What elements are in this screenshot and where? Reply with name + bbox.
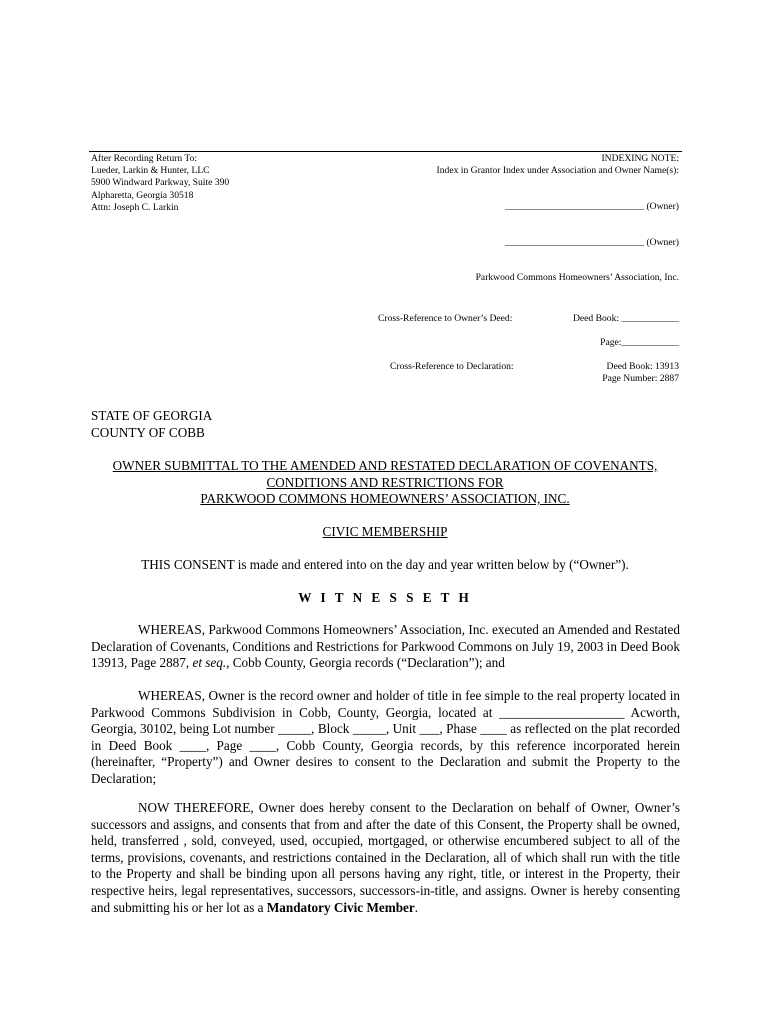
indexing-note-block (437, 153, 679, 177)
witnesseth-heading: W I T N E S S E T H (298, 590, 472, 605)
return-address-block (91, 153, 229, 214)
paragraph-1-tail: , Cobb County, Georgia records (“Declaration”); and (226, 655, 505, 671)
paragraph-3-text: NOW THEREFORE, Owner does hereby consent to the Declaration on behalf of Owner, Owner’s successors and assigns, and consents that from and after the date of this Consent, the Property shall be owned, held, transferred , sold, conveyed, used, occupied, mortgaged, or otherwise encumbered subject to all of the terms, provisions, covenants, and restrictions contained in the Declaration, all of which shall run with the title to the Property and shall be binding upon all persons having any right, title, or interest in the Property, their respective heirs, legal representatives, successors, successors-in-title, and assigns. Owner is hereby consenting and submitting his or her lot as a (91, 800, 680, 915)
title-line-2: CONDITIONS AND RESTRICTIONS FOR (266, 475, 504, 490)
paragraph-whereas-declaration (91, 622, 680, 672)
indexing-note-title: INDEXING NOTE: (601, 153, 679, 164)
paragraph-2-text: WHEREAS, Owner is the record owner and holder of title in fee simple to the real property located in Parkwood Commons Subdivision in Cobb, County, Georgia, located at ___________________ Acworth, Georgia, 30102, being Lot number _____, Block _____, Unit ___, Phase ____ as reflected on the plat recorded in Deed Book ____, Page ____, Cobb County, Georgia records, by this reference incorporated herein (hereinafter, “Property”) and Owner desires to consent to the Declaration and submit the Property to the Declaration; (91, 688, 680, 786)
mandatory-civic-member-label: Mandatory Civic Member (266, 899, 415, 915)
firm-street: 5900 Windward Parkway, Suite 390 (91, 177, 230, 189)
indexing-note-text: Index in Grantor Index under Association and Owner Name(s): (436, 165, 679, 177)
paragraph-1-text: WHEREAS, Parkwood Commons Homeowners’ Association, Inc. executed an Amended and Restated Declaration of Covenants, Conditions and Restrictions for Parkwood Commons on July 19, 2003 in Deed Book 13913, Page 2887, (91, 622, 680, 671)
paragraph-1-italic: et seq. (192, 655, 227, 671)
county-line: COUNTY OF COBB (91, 424, 205, 440)
xref-declaration-label: Cross-Reference to Declaration: (390, 361, 514, 372)
owner-deed-book-blank: Deed Book: ____________ (572, 313, 679, 324)
firm-name: Lueder, Larkin & Hunter, LLC (91, 165, 210, 177)
association-name: Parkwood Commons Homeowners’ Association, Inc. (475, 272, 679, 283)
firm-city: Alpharetta, Georgia 30518 (91, 189, 194, 201)
paragraph-whereas-owner (91, 688, 680, 788)
paragraph-3-tail: . (414, 899, 419, 915)
xref-owner-deed-label: Cross-Reference to Owner’s Deed: (378, 313, 513, 324)
owner-line-2: _____________________________ (Owner) (504, 237, 679, 248)
header-rule (89, 151, 682, 152)
firm-attention: Attn: Joseph C. Larkin (91, 201, 179, 213)
return-to-label: After Recording Return To: (91, 153, 197, 164)
owner-page-blank: Page:____________ (600, 337, 679, 348)
consent-statement: THIS CONSENT is made and entered into on the day and year written below by (“Owner”). (141, 557, 629, 572)
declaration-deed-book: Deed Book: 13913 (606, 361, 679, 372)
paragraph-now-therefore (91, 800, 680, 916)
state-line: STATE OF GEORGIA (91, 408, 213, 423)
owner-line-1: _____________________________ (Owner) (504, 201, 679, 212)
jurisdiction-block (91, 408, 212, 441)
title-line-1: OWNER SUBMITTAL TO THE AMENDED AND RESTATED DECLARATION OF COVENANTS, (112, 458, 658, 473)
title-line-3: PARKWOOD COMMONS HOMEOWNERS’ ASSOCIATION, INC. (200, 491, 570, 506)
declaration-page-number: Page Number: 2887 (602, 373, 679, 384)
document-subtitle: CIVIC MEMBERSHIP (322, 524, 448, 539)
